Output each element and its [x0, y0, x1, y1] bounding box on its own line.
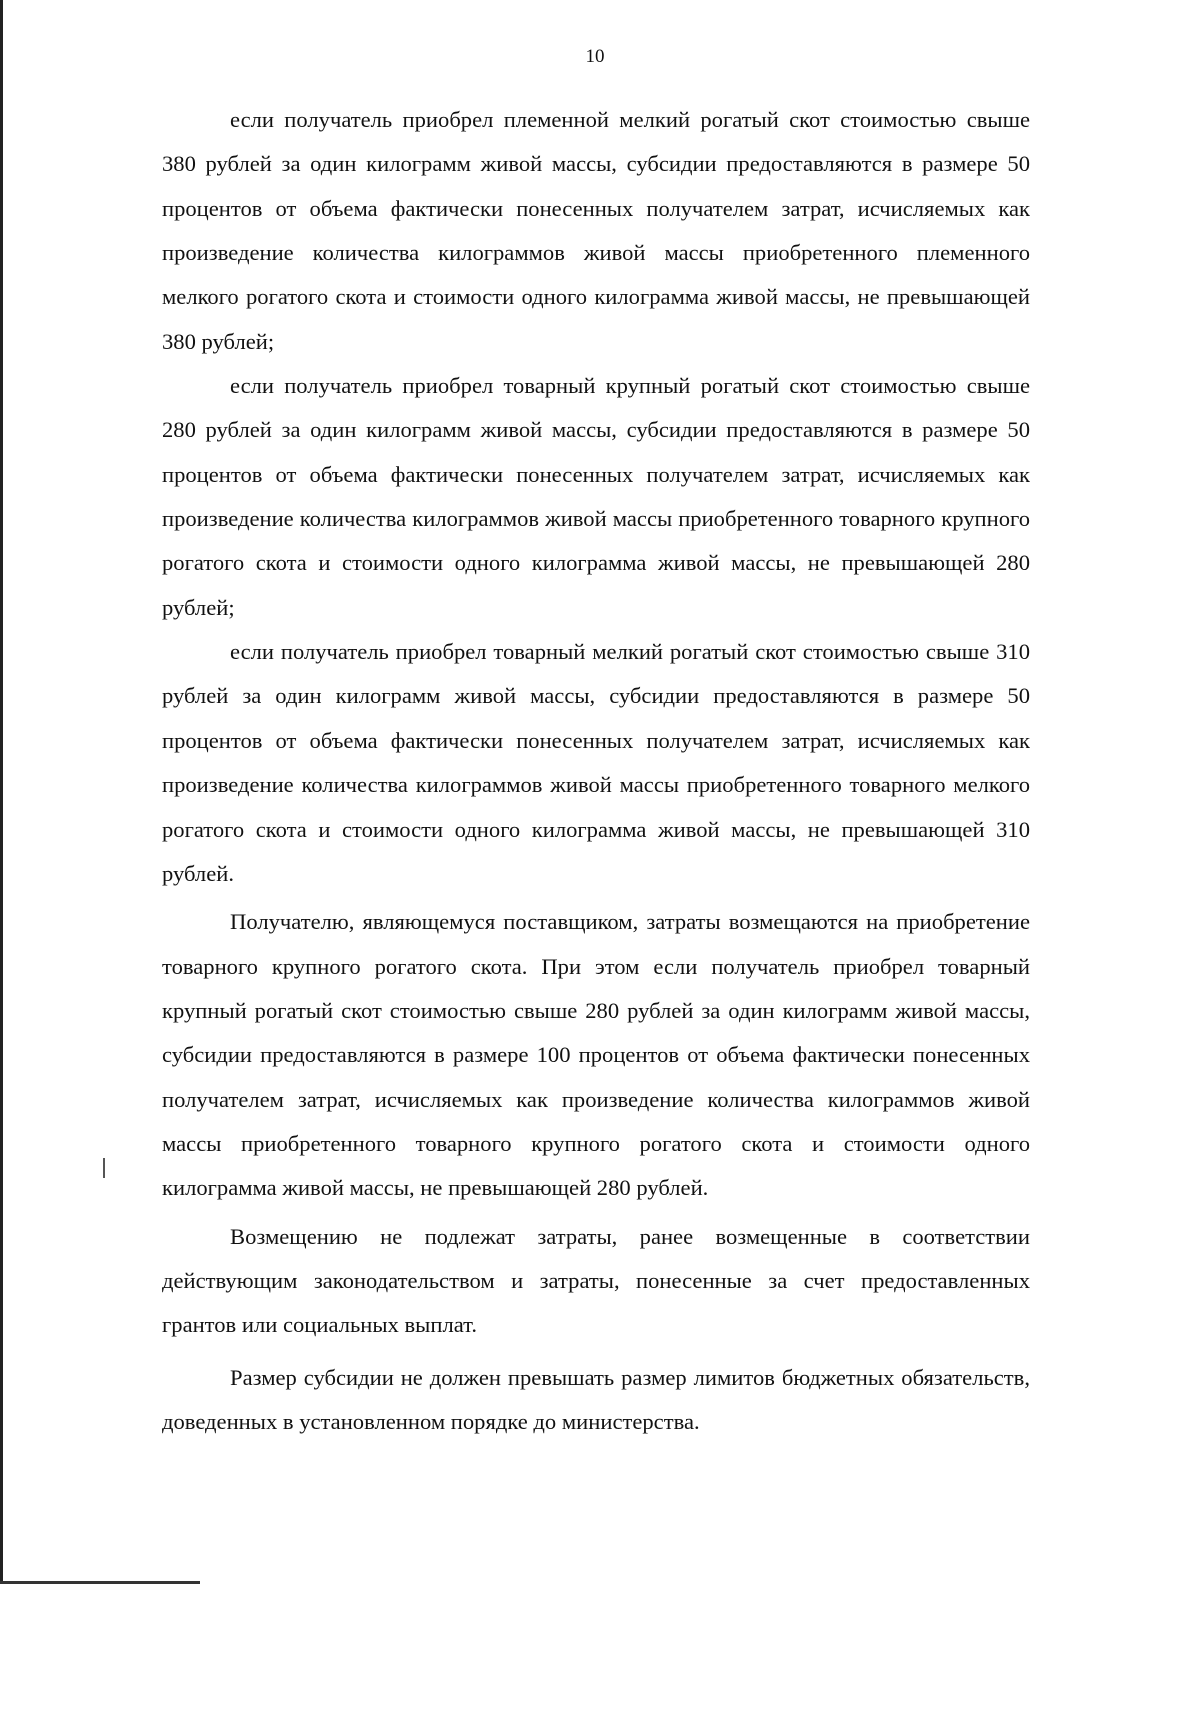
scan-bottom-edge	[0, 1581, 200, 1584]
body-text	[162, 98, 1030, 1444]
paragraph-subsidy-limit: Размер субсидии не должен превышать размер лимитов бюджетных обязательств, доведенных в установленном порядке до министерства.	[162, 1364, 1030, 1434]
paragraph-non-reimbursable-costs: Возмещению не подлежат затраты, ранее возмещенные в соответствии действующим законодательством и затраты, понесенные за счет предоставленных грантов или социальных выплат.	[162, 1223, 1030, 1338]
paragraph-commercial-small-cattle: если получатель приобрел товарный мелкий рогатый скот стоимостью свыше 310 рублей за один килограмм живой массы, субсидии предоставляются в размере 50 процентов от объема фактически понесенных получателем затрат, исчисляемых как произведение количества килограммов живой массы приобретенного товарного мелкого рогатого скота и стоимости одного килограмма живой массы, не превышающей 310 рублей.	[162, 639, 1030, 886]
paragraph-breeding-small-cattle: если получатель приобрел племенной мелкий рогатый скот стоимостью свыше 380 рублей за один килограмм живой массы, субсидии предоставляются в размере 50 процентов от объема фактически понесенных получателем затрат, исчисляемых как произведение количества килограммов живой массы приобретенного племенного мелкого рогатого скота и стоимости одного килограмма живой массы, не превышающей 380 рублей;	[162, 107, 1030, 354]
paragraph-commercial-large-cattle: если получатель приобрел товарный крупный рогатый скот стоимостью свыше 280 рублей за один килограмм живой массы, субсидии предоставляются в размере 50 процентов от объема фактически понесенных получателем затрат, исчисляемых как произведение количества килограммов живой массы приобретенного товарного крупного рогатого скота и стоимости одного килограмма живой массы, не превышающей 280 рублей;	[162, 373, 1030, 620]
scan-left-edge	[0, 0, 3, 1584]
paragraph-supplier-reimbursement: Получателю, являющемуся поставщиком, затраты возмещаются на приобретение товарного крупного рогатого скота. При этом если получатель приобрел товарный крупный рогатый скот стоимостью свыше 280 рублей за один килограмм живой массы, субсидии предоставляются в размере 100 процентов от объема фактически понесенных получателем затрат, исчисляемых как произведение количества килограммов живой массы приобретенного товарного крупного рогатого скота и стоимости одного килограмма живой массы, не превышающей 280 рублей.	[162, 909, 1030, 1201]
margin-mark	[103, 1158, 105, 1178]
page-number: 10	[585, 46, 605, 67]
